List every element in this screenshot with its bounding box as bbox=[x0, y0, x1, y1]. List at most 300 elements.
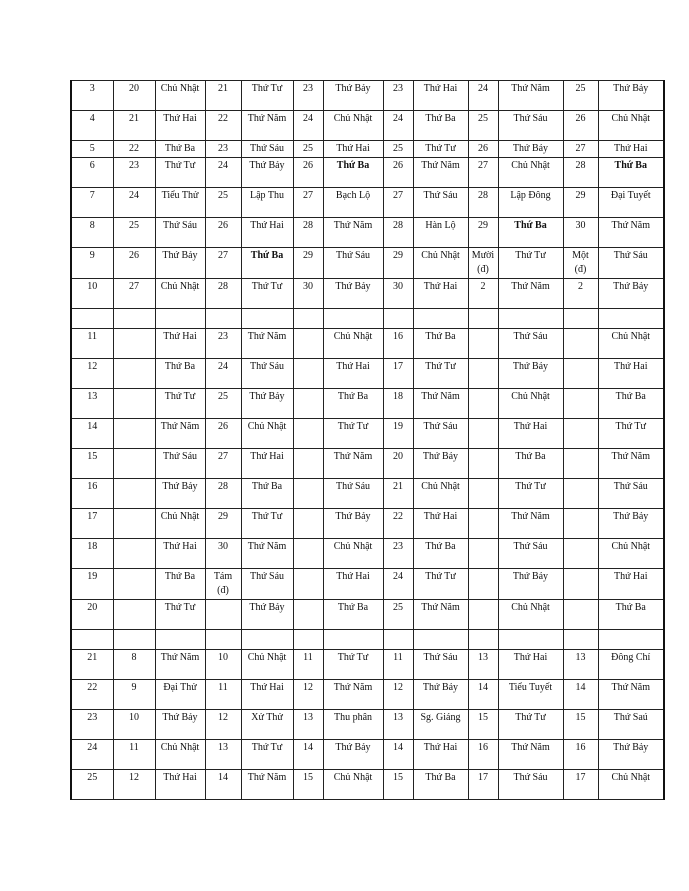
table-cell: Thứ Năm bbox=[598, 680, 664, 710]
table-row bbox=[71, 479, 664, 509]
table-cell bbox=[205, 309, 241, 329]
table-cell: 24 bbox=[468, 81, 498, 111]
row-number-cell bbox=[71, 630, 113, 650]
table-cell: 27 bbox=[205, 449, 241, 479]
row-number-cell: 22 bbox=[71, 680, 113, 710]
row-number-cell: 12 bbox=[71, 359, 113, 389]
table-cell: Thứ Sáu bbox=[498, 539, 563, 569]
table-cell: Thứ Năm bbox=[241, 539, 293, 569]
table-cell bbox=[323, 309, 383, 329]
table-row bbox=[71, 539, 664, 569]
table-cell: Chủ Nhật bbox=[498, 389, 563, 419]
table-cell bbox=[563, 600, 598, 630]
table-cell: 21 bbox=[113, 111, 155, 141]
table-cell: Thứ Ba bbox=[155, 359, 205, 389]
table-cell: 13 bbox=[383, 710, 413, 740]
row-number-cell: 13 bbox=[71, 389, 113, 419]
table-cell: Chủ Nhật bbox=[155, 509, 205, 539]
table-cell: 15 bbox=[293, 770, 323, 800]
table-cell: 27 bbox=[383, 188, 413, 218]
table-cell: 14 bbox=[293, 740, 323, 770]
table-cell: Bạch Lộ bbox=[323, 188, 383, 218]
table-cell bbox=[413, 309, 468, 329]
table-cell: 11 bbox=[205, 680, 241, 710]
table-cell bbox=[563, 630, 598, 650]
table-cell: 16 bbox=[563, 740, 598, 770]
row-number-cell bbox=[71, 309, 113, 329]
table-cell bbox=[293, 359, 323, 389]
table-cell: 23 bbox=[383, 539, 413, 569]
table-row bbox=[71, 248, 664, 279]
table-cell bbox=[563, 569, 598, 600]
table-cell: Thứ Năm bbox=[413, 158, 468, 188]
table-cell: Chủ Nhật bbox=[323, 111, 383, 141]
table-cell: Lập Đông bbox=[498, 188, 563, 218]
table-cell: Thứ Sáu bbox=[241, 141, 293, 158]
table-cell bbox=[468, 389, 498, 419]
table-cell: Thứ Hai bbox=[323, 141, 383, 158]
table-cell: Đông Chí bbox=[598, 650, 664, 680]
table-cell bbox=[293, 419, 323, 449]
table-cell bbox=[468, 630, 498, 650]
table-cell: Thứ Năm bbox=[498, 740, 563, 770]
table-cell: Thứ Sáu bbox=[498, 329, 563, 359]
table-cell: Thứ Hai bbox=[323, 359, 383, 389]
table-cell: 22 bbox=[113, 141, 155, 158]
table-cell: Thứ Tư bbox=[323, 650, 383, 680]
table-cell: 27 bbox=[468, 158, 498, 188]
table-cell: Thứ Hai bbox=[413, 81, 468, 111]
table-cell bbox=[468, 569, 498, 600]
table-cell: 30 bbox=[563, 218, 598, 248]
table-cell: Chủ Nhật bbox=[241, 650, 293, 680]
table-cell: 28 bbox=[563, 158, 598, 188]
table-cell: 28 bbox=[205, 279, 241, 309]
table-cell: 11 bbox=[293, 650, 323, 680]
table-cell: Thứ Hai bbox=[155, 539, 205, 569]
table-cell: Thứ Ba bbox=[241, 248, 293, 279]
table-cell: Thứ Ba bbox=[498, 449, 563, 479]
table-cell bbox=[383, 309, 413, 329]
table-cell bbox=[293, 630, 323, 650]
table-cell: Chủ Nhật bbox=[598, 539, 664, 569]
table-cell: Thứ Năm bbox=[241, 111, 293, 141]
table-cell: 10 bbox=[113, 710, 155, 740]
table-cell bbox=[468, 449, 498, 479]
table-cell: Chủ Nhật bbox=[598, 770, 664, 800]
table-cell bbox=[205, 630, 241, 650]
table-cell bbox=[563, 389, 598, 419]
table-cell: Thứ Hai bbox=[155, 111, 205, 141]
table-cell: Thứ Bảy bbox=[413, 449, 468, 479]
table-row bbox=[71, 359, 664, 389]
table-cell bbox=[498, 309, 563, 329]
table-cell: 14 bbox=[563, 680, 598, 710]
table-cell: Thứ Hai bbox=[413, 279, 468, 309]
table-cell: 26 bbox=[383, 158, 413, 188]
table-cell: 27 bbox=[205, 248, 241, 279]
table-cell: Thứ Bảy bbox=[241, 158, 293, 188]
table-cell bbox=[293, 329, 323, 359]
row-number-cell: 10 bbox=[71, 279, 113, 309]
table-cell bbox=[468, 329, 498, 359]
table-cell: Thứ Tư bbox=[413, 359, 468, 389]
table-cell: 30 bbox=[205, 539, 241, 569]
table-cell bbox=[413, 630, 468, 650]
table-cell bbox=[113, 329, 155, 359]
table-cell bbox=[241, 309, 293, 329]
table-cell: Thứ Sáu bbox=[323, 248, 383, 279]
row-number-cell: 16 bbox=[71, 479, 113, 509]
table-cell bbox=[468, 359, 498, 389]
table-cell: 17 bbox=[383, 359, 413, 389]
table-cell: Thứ Năm bbox=[498, 81, 563, 111]
table-cell bbox=[113, 630, 155, 650]
table-cell: Xử Thử bbox=[241, 710, 293, 740]
table-cell: Mười (đ) bbox=[468, 248, 498, 279]
table-cell: 8 bbox=[113, 650, 155, 680]
table-cell: Thứ Năm bbox=[241, 329, 293, 359]
table-cell bbox=[113, 479, 155, 509]
table-cell bbox=[468, 479, 498, 509]
table-cell bbox=[293, 479, 323, 509]
table-cell: Thứ Bảy bbox=[598, 740, 664, 770]
table-cell bbox=[241, 630, 293, 650]
table-cell: Thứ Tư bbox=[323, 419, 383, 449]
table-cell bbox=[113, 509, 155, 539]
table-cell: Thứ Tư bbox=[241, 279, 293, 309]
table-cell bbox=[563, 419, 598, 449]
table-cell bbox=[293, 600, 323, 630]
table-cell: Thứ Tư bbox=[498, 479, 563, 509]
table-cell: Thu phân bbox=[323, 710, 383, 740]
table-cell: 25 bbox=[468, 111, 498, 141]
table-cell bbox=[598, 309, 664, 329]
table-row bbox=[71, 509, 664, 539]
row-number-cell: 25 bbox=[71, 770, 113, 800]
table-cell: Thứ Sáu bbox=[598, 479, 664, 509]
table-cell: Thứ Sáu bbox=[598, 248, 664, 279]
table-cell bbox=[293, 309, 323, 329]
table-cell: 2 bbox=[468, 279, 498, 309]
table-cell: 13 bbox=[563, 650, 598, 680]
table-cell: Thứ Hai bbox=[155, 329, 205, 359]
table-row bbox=[71, 710, 664, 740]
table-cell: Thứ Tư bbox=[241, 740, 293, 770]
table-cell: 29 bbox=[383, 248, 413, 279]
table-row bbox=[71, 569, 664, 600]
table-cell: Thứ Bảy bbox=[323, 81, 383, 111]
table-cell: Lập Thu bbox=[241, 188, 293, 218]
row-number-cell: 5 bbox=[71, 141, 113, 158]
table-cell: Thứ Ba bbox=[598, 389, 664, 419]
table-cell: 10 bbox=[205, 650, 241, 680]
table-cell: 29 bbox=[563, 188, 598, 218]
table-cell: Thứ Năm bbox=[498, 279, 563, 309]
table-cell: 20 bbox=[383, 449, 413, 479]
table-cell bbox=[383, 630, 413, 650]
table-cell: Thứ Bảy bbox=[155, 479, 205, 509]
table-cell bbox=[598, 630, 664, 650]
row-number-cell: 19 bbox=[71, 569, 113, 600]
table-cell: Thứ Sáu bbox=[155, 218, 205, 248]
table-cell bbox=[563, 449, 598, 479]
table-cell: Thứ Bảy bbox=[498, 359, 563, 389]
table-cell: Chủ Nhật bbox=[155, 81, 205, 111]
table-cell bbox=[468, 509, 498, 539]
table-cell: Thứ Bảy bbox=[241, 600, 293, 630]
table-cell: Thứ Năm bbox=[323, 449, 383, 479]
table-row bbox=[71, 650, 664, 680]
table-cell: 29 bbox=[293, 248, 323, 279]
table-cell: Thứ Saú bbox=[598, 710, 664, 740]
table-cell: Thứ Bảy bbox=[323, 740, 383, 770]
table-cell: Chủ Nhật bbox=[498, 600, 563, 630]
table-row bbox=[71, 218, 664, 248]
table-cell: Thứ Bảy bbox=[323, 509, 383, 539]
table-cell: Thứ Ba bbox=[413, 539, 468, 569]
table-cell: Thứ Năm bbox=[413, 389, 468, 419]
table-cell: 15 bbox=[468, 710, 498, 740]
table-cell bbox=[155, 630, 205, 650]
table-row bbox=[71, 600, 664, 630]
table-cell: Thứ Ba bbox=[413, 329, 468, 359]
table-cell: Chủ Nhật bbox=[598, 111, 664, 141]
table-cell: 16 bbox=[468, 740, 498, 770]
table-cell: Thứ Tư bbox=[155, 158, 205, 188]
table-cell: 26 bbox=[205, 419, 241, 449]
calendar-table bbox=[70, 80, 665, 800]
table-cell: Thứ Ba bbox=[598, 600, 664, 630]
table-cell: 13 bbox=[205, 740, 241, 770]
table-cell: Tiểu Thử bbox=[155, 188, 205, 218]
table-cell: Thứ Sáu bbox=[241, 359, 293, 389]
table-cell bbox=[498, 630, 563, 650]
table-row bbox=[71, 279, 664, 309]
table-cell: Thứ Hai bbox=[413, 509, 468, 539]
table-cell: Thứ Ba bbox=[241, 479, 293, 509]
table-cell: Thứ Bảy bbox=[323, 279, 383, 309]
table-cell: 23 bbox=[205, 141, 241, 158]
table-cell: Thứ Tư bbox=[498, 710, 563, 740]
table-cell: Thứ Tư bbox=[241, 509, 293, 539]
table-cell: 11 bbox=[113, 740, 155, 770]
table-cell: Thứ Bảy bbox=[498, 141, 563, 158]
table-cell bbox=[563, 539, 598, 569]
table-cell bbox=[155, 309, 205, 329]
table-cell: 16 bbox=[383, 329, 413, 359]
row-number-cell: 24 bbox=[71, 740, 113, 770]
table-cell bbox=[468, 419, 498, 449]
table-row bbox=[71, 770, 664, 800]
table-cell: 12 bbox=[293, 680, 323, 710]
table-row bbox=[71, 680, 664, 710]
table-cell: Thứ Hai bbox=[323, 569, 383, 600]
table-cell: Chủ Nhật bbox=[598, 329, 664, 359]
row-number-cell: 18 bbox=[71, 539, 113, 569]
table-cell: 13 bbox=[468, 650, 498, 680]
table-row bbox=[71, 740, 664, 770]
table-cell: Thứ Tư bbox=[413, 141, 468, 158]
table-cell: Thứ Hai bbox=[241, 680, 293, 710]
table-cell: 13 bbox=[293, 710, 323, 740]
table-cell: 24 bbox=[293, 111, 323, 141]
table-row bbox=[71, 141, 664, 158]
table-cell: 26 bbox=[113, 248, 155, 279]
row-number-cell: 6 bbox=[71, 158, 113, 188]
spacer-row bbox=[71, 630, 664, 650]
table-cell: Thứ Năm bbox=[323, 218, 383, 248]
table-row bbox=[71, 81, 664, 111]
table-cell: Thứ Bảy bbox=[155, 248, 205, 279]
table-cell: Chủ Nhật bbox=[323, 539, 383, 569]
row-number-cell: 14 bbox=[71, 419, 113, 449]
table-cell: 23 bbox=[293, 81, 323, 111]
table-cell: Thứ Sáu bbox=[413, 419, 468, 449]
table-cell: Thứ Bảy bbox=[155, 710, 205, 740]
table-cell: 27 bbox=[293, 188, 323, 218]
table-cell: 17 bbox=[468, 770, 498, 800]
table-cell: Sg. Giáng bbox=[413, 710, 468, 740]
table-cell: 12 bbox=[113, 770, 155, 800]
table-cell: 15 bbox=[383, 770, 413, 800]
table-cell bbox=[563, 479, 598, 509]
table-cell: 28 bbox=[293, 218, 323, 248]
table-cell bbox=[293, 509, 323, 539]
table-cell: 21 bbox=[205, 81, 241, 111]
table-cell bbox=[113, 600, 155, 630]
table-row bbox=[71, 419, 664, 449]
table-cell: Thứ Ba bbox=[598, 158, 664, 188]
table-cell: 26 bbox=[468, 141, 498, 158]
table-cell: 24 bbox=[383, 569, 413, 600]
table-cell: Thứ Tư bbox=[155, 600, 205, 630]
table-cell bbox=[113, 309, 155, 329]
table-cell: Thứ Ba bbox=[413, 770, 468, 800]
table-cell: 28 bbox=[383, 218, 413, 248]
table-cell: 25 bbox=[293, 141, 323, 158]
table-cell: Thứ Sáu bbox=[498, 770, 563, 800]
table-cell bbox=[205, 600, 241, 630]
table-cell: Chủ Nhật bbox=[413, 479, 468, 509]
table-cell bbox=[563, 309, 598, 329]
table-cell bbox=[113, 569, 155, 600]
table-cell: 14 bbox=[383, 740, 413, 770]
table-cell: Một (đ) bbox=[563, 248, 598, 279]
table-cell: 25 bbox=[383, 141, 413, 158]
table-cell: Thứ Bảy bbox=[598, 509, 664, 539]
table-cell: Chủ Nhật bbox=[323, 329, 383, 359]
row-number-cell: 8 bbox=[71, 218, 113, 248]
table-cell: 23 bbox=[113, 158, 155, 188]
table-cell: Thứ Bảy bbox=[598, 81, 664, 111]
table-cell bbox=[113, 359, 155, 389]
table-cell: 27 bbox=[563, 141, 598, 158]
table-cell: Thứ Bảy bbox=[598, 279, 664, 309]
row-number-cell: 20 bbox=[71, 600, 113, 630]
table-cell bbox=[113, 419, 155, 449]
table-cell: Thứ Tư bbox=[155, 389, 205, 419]
table-cell: 21 bbox=[383, 479, 413, 509]
row-number-cell: 7 bbox=[71, 188, 113, 218]
table-cell: 18 bbox=[383, 389, 413, 419]
row-number-cell: 4 bbox=[71, 111, 113, 141]
table-cell bbox=[293, 569, 323, 600]
table-cell: Chủ Nhật bbox=[498, 158, 563, 188]
table-cell: 11 bbox=[383, 650, 413, 680]
table-cell: Thứ Năm bbox=[598, 218, 664, 248]
table-cell: Thứ Ba bbox=[155, 141, 205, 158]
table-cell: Thứ Năm bbox=[498, 509, 563, 539]
row-number-cell: 17 bbox=[71, 509, 113, 539]
table-cell: Thứ Năm bbox=[155, 650, 205, 680]
table-cell: Thứ Hai bbox=[155, 770, 205, 800]
table-cell: Thứ Hai bbox=[241, 218, 293, 248]
table-cell: Thứ Tư bbox=[413, 569, 468, 600]
table-cell bbox=[113, 539, 155, 569]
table-cell: 12 bbox=[383, 680, 413, 710]
row-number-cell: 3 bbox=[71, 81, 113, 111]
table-cell: Đại Thử bbox=[155, 680, 205, 710]
table-cell: 19 bbox=[383, 419, 413, 449]
table-cell: 20 bbox=[113, 81, 155, 111]
table-cell: 28 bbox=[205, 479, 241, 509]
table-cell: 24 bbox=[113, 188, 155, 218]
row-number-cell: 23 bbox=[71, 710, 113, 740]
table-cell: Thứ Năm bbox=[155, 419, 205, 449]
table-cell: Tám (đ) bbox=[205, 569, 241, 600]
table-cell: 28 bbox=[468, 188, 498, 218]
table-cell: Thứ Năm bbox=[413, 600, 468, 630]
table-row bbox=[71, 449, 664, 479]
table-cell: Thứ Hai bbox=[598, 141, 664, 158]
table-cell: 14 bbox=[468, 680, 498, 710]
table-cell: 25 bbox=[563, 81, 598, 111]
table-cell: Thứ Hai bbox=[413, 740, 468, 770]
table-cell: Thứ Hai bbox=[498, 650, 563, 680]
table-cell: Đại Tuyết bbox=[598, 188, 664, 218]
table-cell: 2 bbox=[563, 279, 598, 309]
table-cell bbox=[563, 509, 598, 539]
table-cell: Chủ Nhật bbox=[241, 419, 293, 449]
table-cell: Tiểu Tuyết bbox=[498, 680, 563, 710]
table-cell: 23 bbox=[383, 81, 413, 111]
table-cell: Chủ Nhật bbox=[155, 740, 205, 770]
table-cell: Thứ Bảy bbox=[413, 680, 468, 710]
row-number-cell: 9 bbox=[71, 248, 113, 279]
calendar-body bbox=[71, 81, 664, 800]
table-cell: 30 bbox=[383, 279, 413, 309]
table-cell: Hàn Lộ bbox=[413, 218, 468, 248]
table-cell: 22 bbox=[383, 509, 413, 539]
table-cell: Chủ Nhật bbox=[323, 770, 383, 800]
table-cell: 24 bbox=[205, 158, 241, 188]
table-cell: Thứ Hai bbox=[498, 419, 563, 449]
table-cell bbox=[293, 389, 323, 419]
table-cell: 25 bbox=[383, 600, 413, 630]
table-cell bbox=[113, 449, 155, 479]
row-number-cell: 21 bbox=[71, 650, 113, 680]
table-cell: 12 bbox=[205, 710, 241, 740]
table-row bbox=[71, 158, 664, 188]
table-cell: Thứ Sáu bbox=[413, 188, 468, 218]
table-cell: 26 bbox=[563, 111, 598, 141]
table-cell: 27 bbox=[113, 279, 155, 309]
table-cell: Thứ Sáu bbox=[155, 449, 205, 479]
table-cell: 22 bbox=[205, 111, 241, 141]
table-cell: 14 bbox=[205, 770, 241, 800]
table-cell: Thứ Tư bbox=[498, 248, 563, 279]
